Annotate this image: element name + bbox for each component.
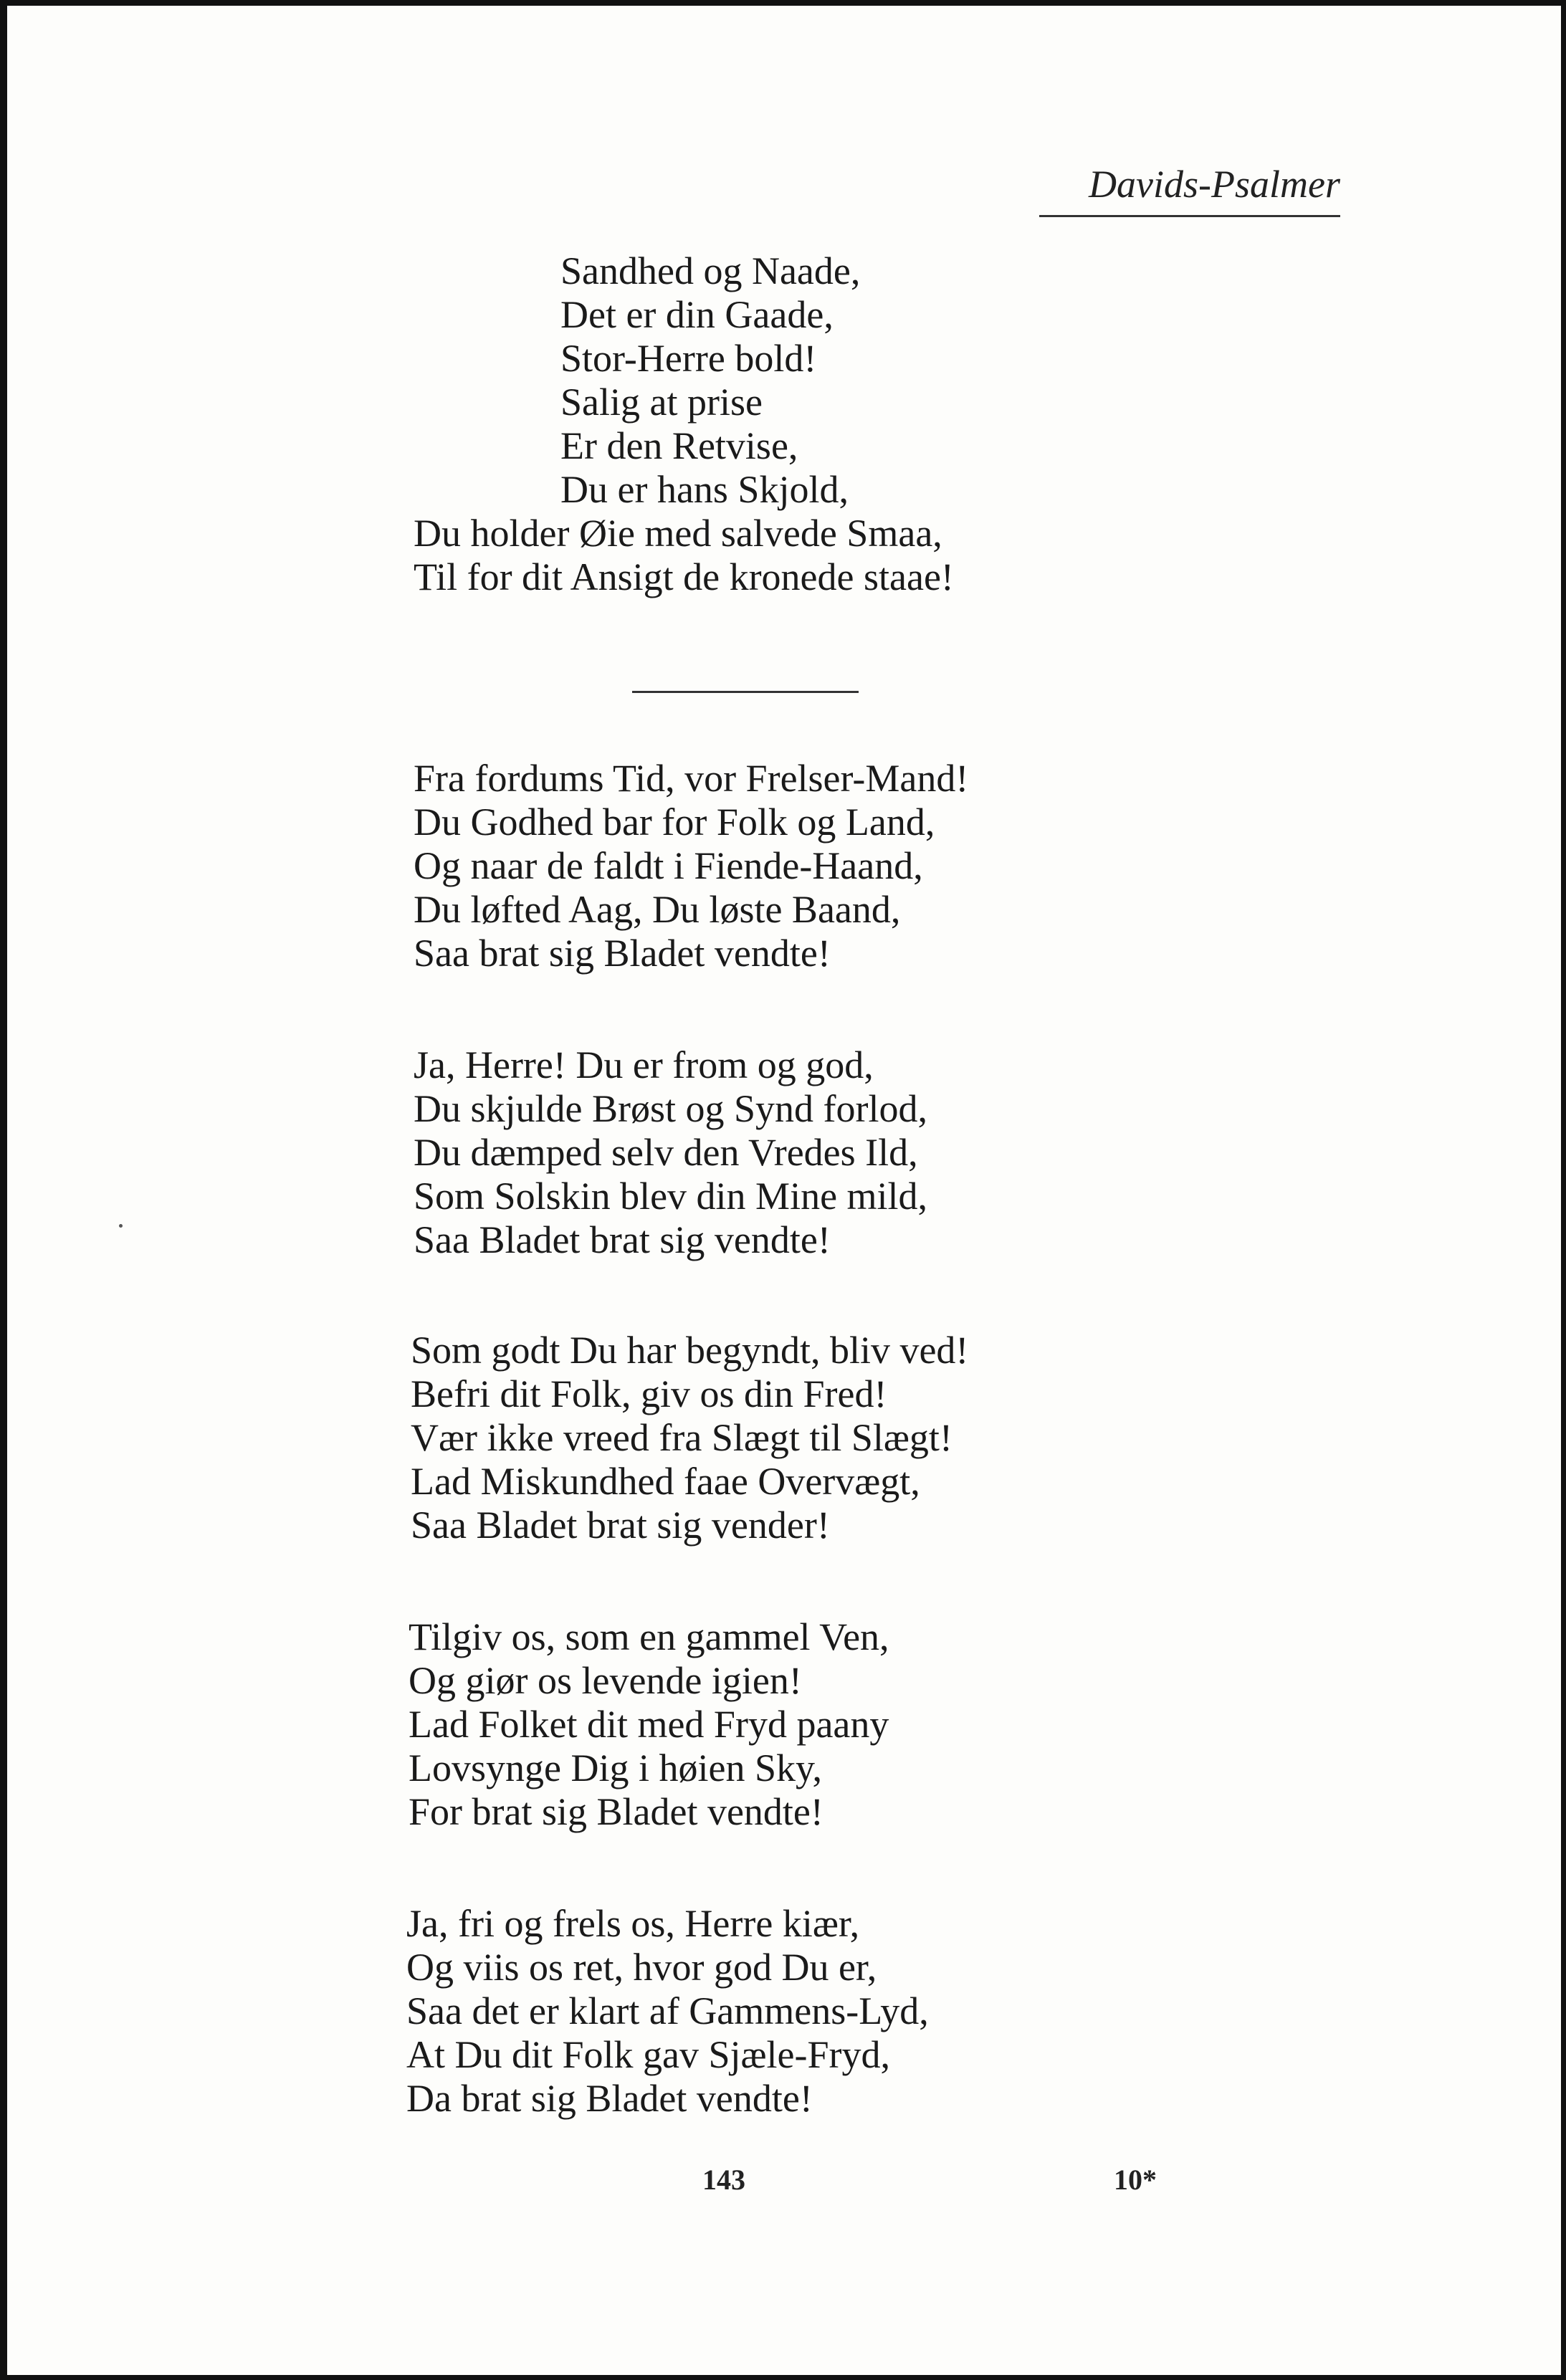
- verse-line: Vær ikke vreed fra Slægt til Slægt!: [411, 1416, 953, 1459]
- verse-line: Lovsynge Dig i høien Sky,: [409, 1746, 822, 1789]
- verse-line: Saa det er klart af Gammens-Lyd,: [406, 1989, 929, 2032]
- verse-line: Sandhed og Naade,: [560, 249, 861, 292]
- stanza-1: [414, 249, 954, 599]
- verse-line: Saa Bladet brat sig vendte!: [414, 1218, 831, 1261]
- verse-line: Og naar de faldt i Fiende-Haand,: [414, 844, 923, 887]
- verse-line: Da brat sig Bladet vendte!: [406, 2077, 813, 2120]
- verse-line: Som godt Du har begyndt, bliv ved!: [411, 1329, 969, 1372]
- verse-line: At Du dit Folk gav Sjæle-Fryd,: [406, 2033, 891, 2076]
- verse-line: Som Solskin blev din Mine mild,: [414, 1175, 928, 1218]
- verse-line: Lad Miskundhed faae Overvægt,: [411, 1460, 920, 1503]
- book-page: [7, 6, 1561, 2375]
- verse-line: Stor-Herre bold!: [560, 337, 817, 380]
- verse-line: Ja, Herre! Du er from og god,: [414, 1043, 874, 1086]
- verse-line: Du dæmped selv den Vredes Ild,: [414, 1131, 918, 1174]
- stanza-6: [406, 1902, 929, 2121]
- page-number: 143: [702, 2164, 745, 2196]
- verse-line: Saa Bladet brat sig vender!: [411, 1504, 830, 1547]
- running-header: Davids-Psalmer: [1039, 162, 1340, 217]
- verse-line: Og viis os ret, hvor god Du er,: [406, 1946, 877, 1989]
- verse-line: Du holder Øie med salvede Smaa,: [414, 512, 942, 555]
- verse-line: Ja, fri og frels os, Herre kiær,: [406, 1902, 860, 1945]
- verse-line: Er den Retvise,: [560, 424, 798, 467]
- verse-line: Du løfted Aag, Du løste Baand,: [414, 888, 901, 931]
- stanza-4: [411, 1329, 968, 1547]
- verse-line: Det er din Gaade,: [560, 293, 834, 336]
- verse-line: Saa brat sig Bladet vendte!: [414, 932, 831, 975]
- verse-line: Tilgiv os, som en gammel Ven,: [409, 1615, 889, 1658]
- verse-line: Lad Folket dit med Fryd paany: [409, 1703, 889, 1746]
- verse-line: Fra fordums Tid, vor Frelser-Mand!: [414, 757, 969, 800]
- verse-line: Du skjulde Brøst og Synd forlod,: [414, 1087, 928, 1130]
- stanza-2: [414, 757, 968, 975]
- verse-line: Salig at prise: [560, 381, 763, 424]
- stanza-5: [409, 1615, 889, 1834]
- verse-line: For brat sig Bladet vendte!: [409, 1790, 823, 1833]
- section-divider: [632, 691, 859, 693]
- verse-line: Til for dit Ansigt de kronede staae!: [414, 555, 954, 598]
- verse-line: Og giør os levende igien!: [409, 1659, 802, 1702]
- verse-line: Du Godhed bar for Folk og Land,: [414, 800, 935, 843]
- signature-mark: 10*: [1114, 2164, 1157, 2196]
- stanza-3: [414, 1043, 927, 1262]
- paper-speck: [119, 1224, 123, 1228]
- verse-line: Du er hans Skjold,: [560, 468, 849, 511]
- verse-line: Befri dit Folk, giv os din Fred!: [411, 1372, 887, 1415]
